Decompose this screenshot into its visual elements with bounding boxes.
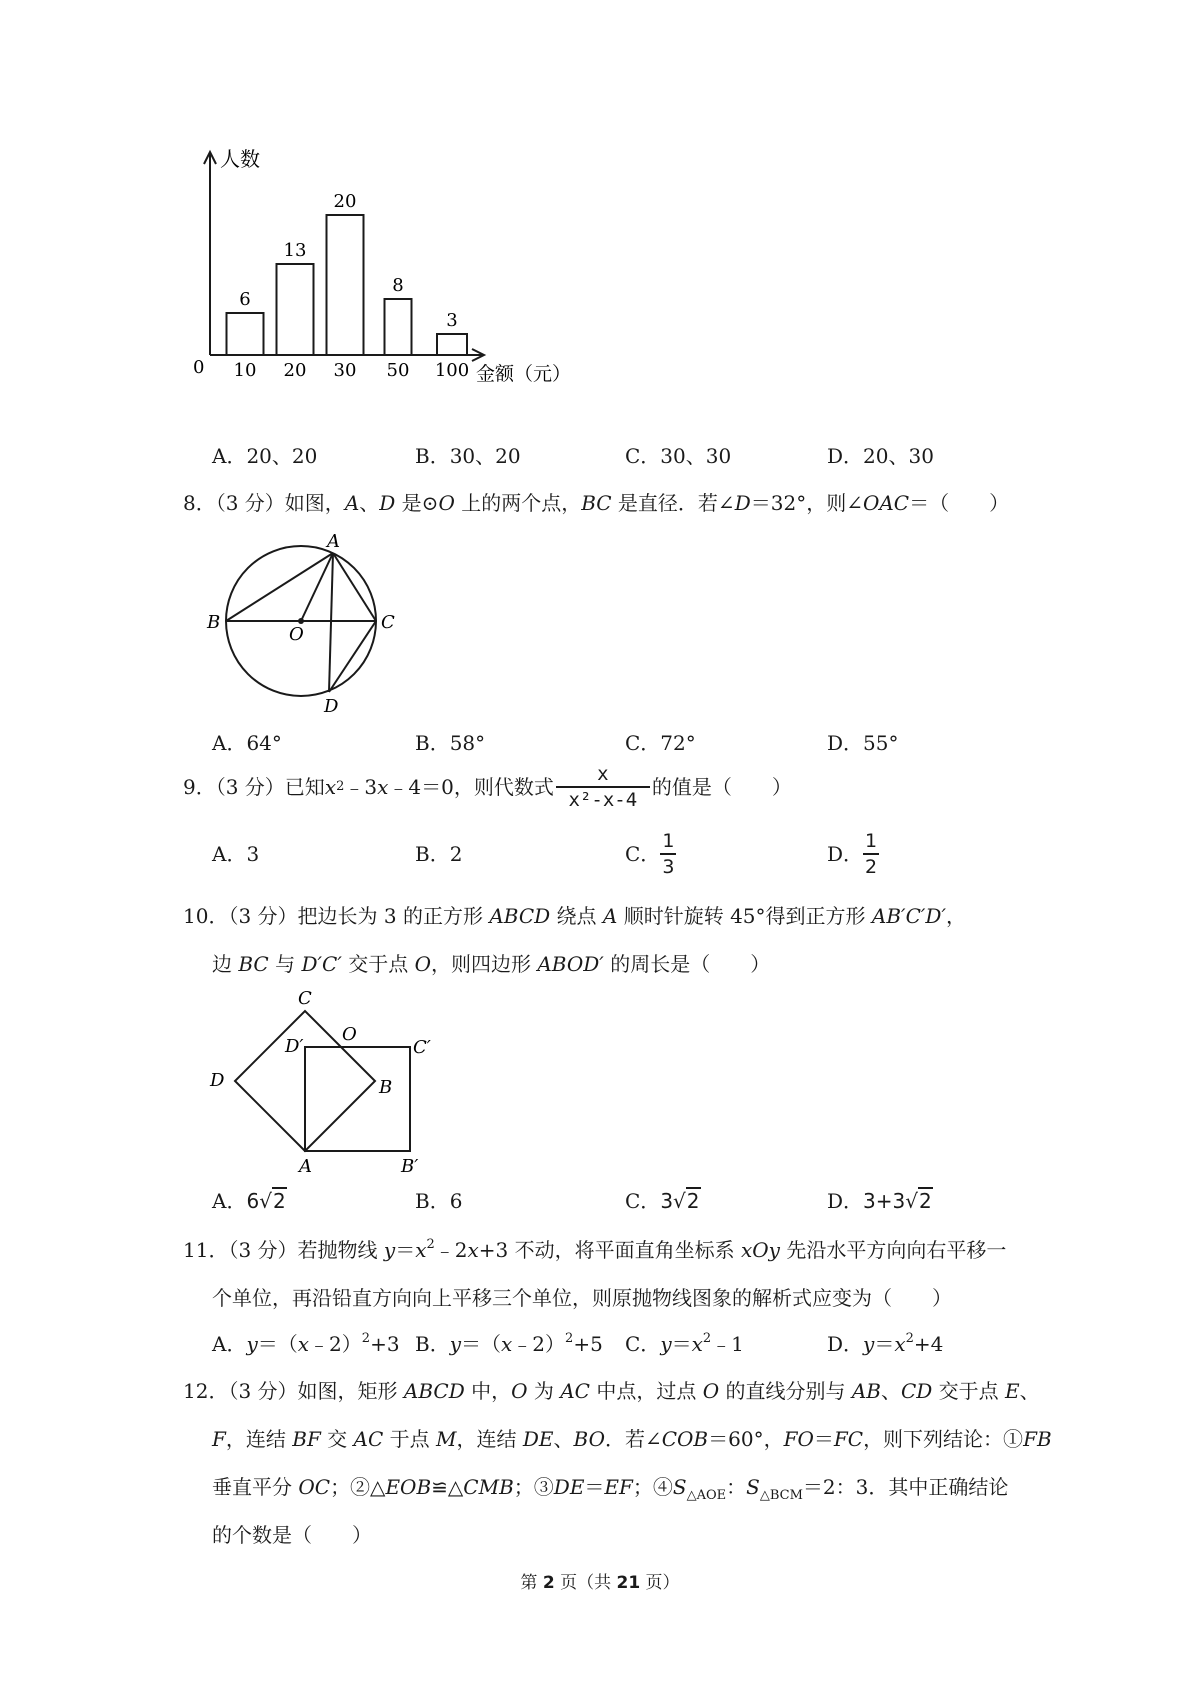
- q9-fraction: [556, 762, 650, 812]
- chart-y-label: 人数: [220, 147, 260, 171]
- q10-label-o: O: [342, 1024, 357, 1045]
- x-tick-label: 10: [233, 360, 257, 381]
- q10-label-d: D: [210, 1070, 225, 1091]
- q11-option-d: D．$y=x^2+4$: [827, 1331, 944, 1356]
- q11-stem-line1: 11．（3 分）若抛物线 $y=x^2﹣2x+3$ 不动，将平面直角坐标系 xOy 先沿水平方向向右平移一: [183, 1237, 1007, 1262]
- bar-50: [385, 299, 412, 355]
- bar-30: [327, 215, 364, 355]
- q8-label-d: D: [324, 696, 339, 717]
- q9-option-a: A．3: [212, 842, 260, 866]
- q9-frac-den: x²-x-4: [568, 789, 638, 811]
- q8-stem: 8．（3 分）如图，A、D 是⊙O 上的两个点，BC 是直径．若∠D＝32°，则∠OAC＝（ ）: [183, 491, 1010, 515]
- x-tick-label: 100: [434, 360, 470, 381]
- page-number: 2: [542, 1573, 555, 1593]
- q7-option-c: C．30、30: [625, 444, 732, 468]
- q10-label-b: B: [379, 1077, 393, 1098]
- q8-segment-dc: [329, 621, 376, 692]
- q7-option-b: B．30、20: [415, 444, 521, 468]
- q8-option-b: B．58°: [415, 731, 486, 755]
- bar-value-label: 3: [446, 310, 458, 331]
- q9-option-b: B．2: [415, 842, 463, 866]
- q9-stem: 9．（3 分）已知 x 2 ﹣3 x ﹣4＝0，则代数式 $\frac{x}{\text{x²-x-4}}$ 的值是（ ）: [183, 763, 792, 811]
- q12-stem-line4: 的个数是（ ）: [212, 1523, 372, 1547]
- q8-circle-figure: [205, 525, 410, 720]
- bar-value-label: 13: [283, 240, 307, 261]
- q8-label-c: C: [381, 612, 395, 633]
- bar-value-label: 8: [392, 275, 404, 296]
- q10-label-c: C: [298, 988, 312, 1009]
- q8-label-b: B: [207, 612, 221, 633]
- q10-option-c: C．3√2: [625, 1189, 700, 1213]
- chart-origin: 0: [193, 357, 205, 378]
- q11-option-c: C．$y=x^2﹣1$: [625, 1331, 744, 1356]
- total-pages: 21: [616, 1573, 641, 1593]
- q11-stem-line2: 个单位，再沿铅直方向向上平移三个单位，则原抛物线图象的解析式应变为（ ）: [212, 1286, 952, 1310]
- q8-label-a: A: [327, 531, 340, 552]
- q10-label-bp: B′: [401, 1156, 419, 1177]
- page-footer: 第 2 页（共 21 页）: [520, 1573, 680, 1593]
- q10-label-a: A: [299, 1156, 312, 1177]
- q12-stem-line3: 垂直平分 OC；②△EOB≌△CMB；③DE＝EF；$④S_{\triangle AOE}$：$S_{\triangle BCM}=2$：3．其中正确结论: [212, 1475, 1009, 1503]
- q8-segment-ac: [333, 553, 376, 621]
- bar-value-label: 20: [333, 191, 357, 212]
- q12-stem-line2: F，连结 BF 交 AC 于点 M，连结 DE、BO．若∠COB＝60°，FO＝FC，则下列结论：①FB: [212, 1427, 1052, 1451]
- q9-frac-num: x: [556, 762, 650, 788]
- q10-label-dp: D′: [285, 1036, 304, 1057]
- q10-option-a: A．6√2: [212, 1189, 286, 1213]
- bar-20: [277, 264, 314, 355]
- q8-label-o: O: [289, 624, 304, 645]
- x-tick-label: 50: [386, 360, 410, 381]
- q7-option-a: A．20、20: [212, 444, 318, 468]
- q10-squares-figure: [205, 980, 445, 1180]
- q9-option-c: C． $\frac{1}{3}$: [625, 830, 675, 878]
- x-tick-label: 20: [283, 360, 307, 381]
- q7-option-d: D．20、30: [827, 444, 934, 468]
- q8-option-c: C．72°: [625, 731, 696, 755]
- q9-option-d: D． $\frac{1}{2}$: [827, 830, 878, 878]
- chart-x-label: 金额（元）: [476, 363, 572, 385]
- q10-label-cp: C′: [413, 1037, 431, 1058]
- bar-10: [227, 313, 264, 355]
- q10-stem-line2: 边 BC 与 D′C′ 交于点 O，则四边形 ABOD′ 的周长是（ ）: [212, 952, 771, 976]
- bar-chart: [190, 140, 590, 400]
- q8-option-d: D．55°: [827, 731, 899, 755]
- bar-100: [437, 334, 467, 355]
- q11-option-a: A．y＝（x﹣2）$^2$+3: [212, 1331, 400, 1356]
- x-tick-label: 30: [333, 360, 357, 381]
- q10-stem-line1: 10．（3 分）把边长为 3 的正方形 ABCD 绕点 A 顺时针旋转 45°得到正方形 AB′C′D′，: [183, 904, 966, 928]
- q8-option-a: A．64°: [212, 731, 282, 755]
- q11-option-b: B．y＝（x﹣2）$^2$+5: [415, 1331, 603, 1356]
- q10-option-d: D．3+3√2: [827, 1189, 932, 1213]
- q10-option-b: B．6: [415, 1189, 463, 1213]
- bar-value-label: 6: [239, 289, 251, 310]
- q8-segment-ad: [329, 553, 333, 692]
- q12-stem-line1: 12．（3 分）如图，矩形 ABCD 中，O 为 AC 中点，过点 O 的直线分别与 AB、CD 交于点 E、: [183, 1379, 1040, 1403]
